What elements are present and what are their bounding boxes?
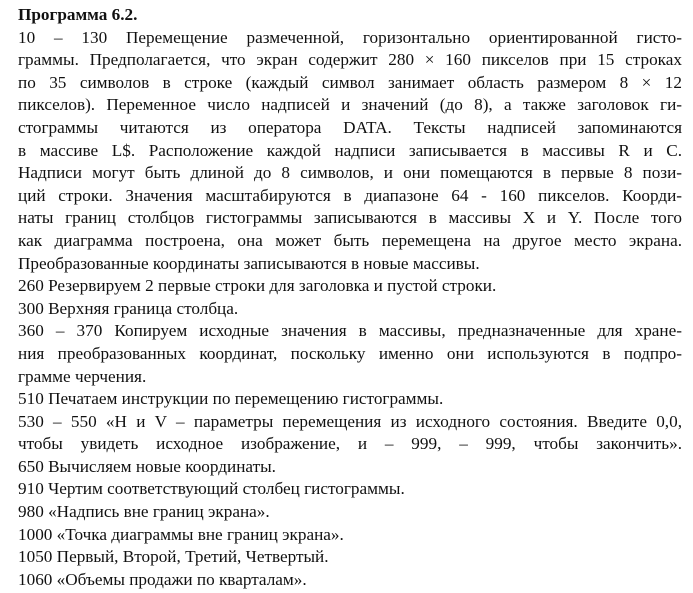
note-line: 910 Чертим соответствующий столбец гистограммы. xyxy=(18,479,405,499)
intro-line: наты границ столбцов гистограммы записываются в массивы X и Y. После того xyxy=(18,208,682,228)
note-line: чтобы увидеть исходное изображение, и – 999, – 999, чтобы закончить». xyxy=(18,434,682,454)
note-line: 1050 Первый, Второй, Третий, Четвертый. xyxy=(18,547,329,567)
intro-line: по 35 символов в строке (каждый символ занимает область размером 8 × 12 xyxy=(18,72,682,92)
program-heading: Программа 6.2. xyxy=(18,5,138,24)
intro-line: пикселов). Переменное число надписей и значений (до 8), а также заголовок ги- xyxy=(18,95,682,115)
intro-line: граммы. Предполагается, что экран содержит 280 × 160 пикселов при 15 строках xyxy=(18,50,682,70)
note-line: 1000 «Точка диаграммы вне границ экрана». xyxy=(18,524,344,544)
document-page xyxy=(18,4,682,591)
note-line: 530 – 550 «H и V – параметры перемещения из исходного состояния. Введите 0,0, xyxy=(18,411,682,431)
intro-line: как диаграмма построена, она может быть перемещена на другое место экрана. xyxy=(18,230,682,250)
note-line: 360 – 370 Копируем исходные значения в массивы, предназначенные для хране- xyxy=(18,321,682,341)
note-510 xyxy=(18,388,682,411)
note-1000 xyxy=(18,524,682,547)
intro-line: Преобразованные координаты записываются в новые массивы. xyxy=(18,253,480,273)
note-line: 300 Верхняя граница столбца. xyxy=(18,298,239,318)
note-650 xyxy=(18,456,682,479)
intro-line: 10 – 130 Перемещение размеченной, горизонтально ориентированной гисто- xyxy=(18,27,682,47)
intro-line: стограммы читаются из оператора DATA. Тексты надписей запоминаются xyxy=(18,117,682,137)
note-260 xyxy=(18,275,682,298)
note-line: 650 Вычисляем новые координаты. xyxy=(18,456,276,476)
note-300 xyxy=(18,298,682,321)
note-line: 260 Резервируем 2 первые строки для заголовка и пустой строки. xyxy=(18,276,497,296)
note-line: 980 «Надпись вне границ экрана». xyxy=(18,502,270,522)
note-1050 xyxy=(18,546,682,569)
intro-paragraph xyxy=(18,27,682,276)
note-line: ния преобразованных координат, поскольку именно они используются в подпро- xyxy=(18,343,682,363)
note-1060 xyxy=(18,569,682,592)
note-360-370 xyxy=(18,320,682,388)
note-line: грамме черчения. xyxy=(18,366,147,386)
intro-line: в массиве L$. Расположение каждой надписи записывается в массивы R и C. xyxy=(18,140,682,160)
intro-line: ций строки. Значения масштабируются в диапазоне 64 - 160 пикселов. Коорди- xyxy=(18,185,682,205)
intro-line: Надписи могут быть длиной до 8 символов, и они помещаются в первые 8 пози- xyxy=(18,163,682,183)
note-530-550 xyxy=(18,411,682,456)
note-line: 510 Печатаем инструкции по перемещению гистограммы. xyxy=(18,389,444,409)
note-line: 1060 «Объемы продажи по кварталам». xyxy=(18,569,307,589)
note-910 xyxy=(18,478,682,501)
note-980 xyxy=(18,501,682,524)
